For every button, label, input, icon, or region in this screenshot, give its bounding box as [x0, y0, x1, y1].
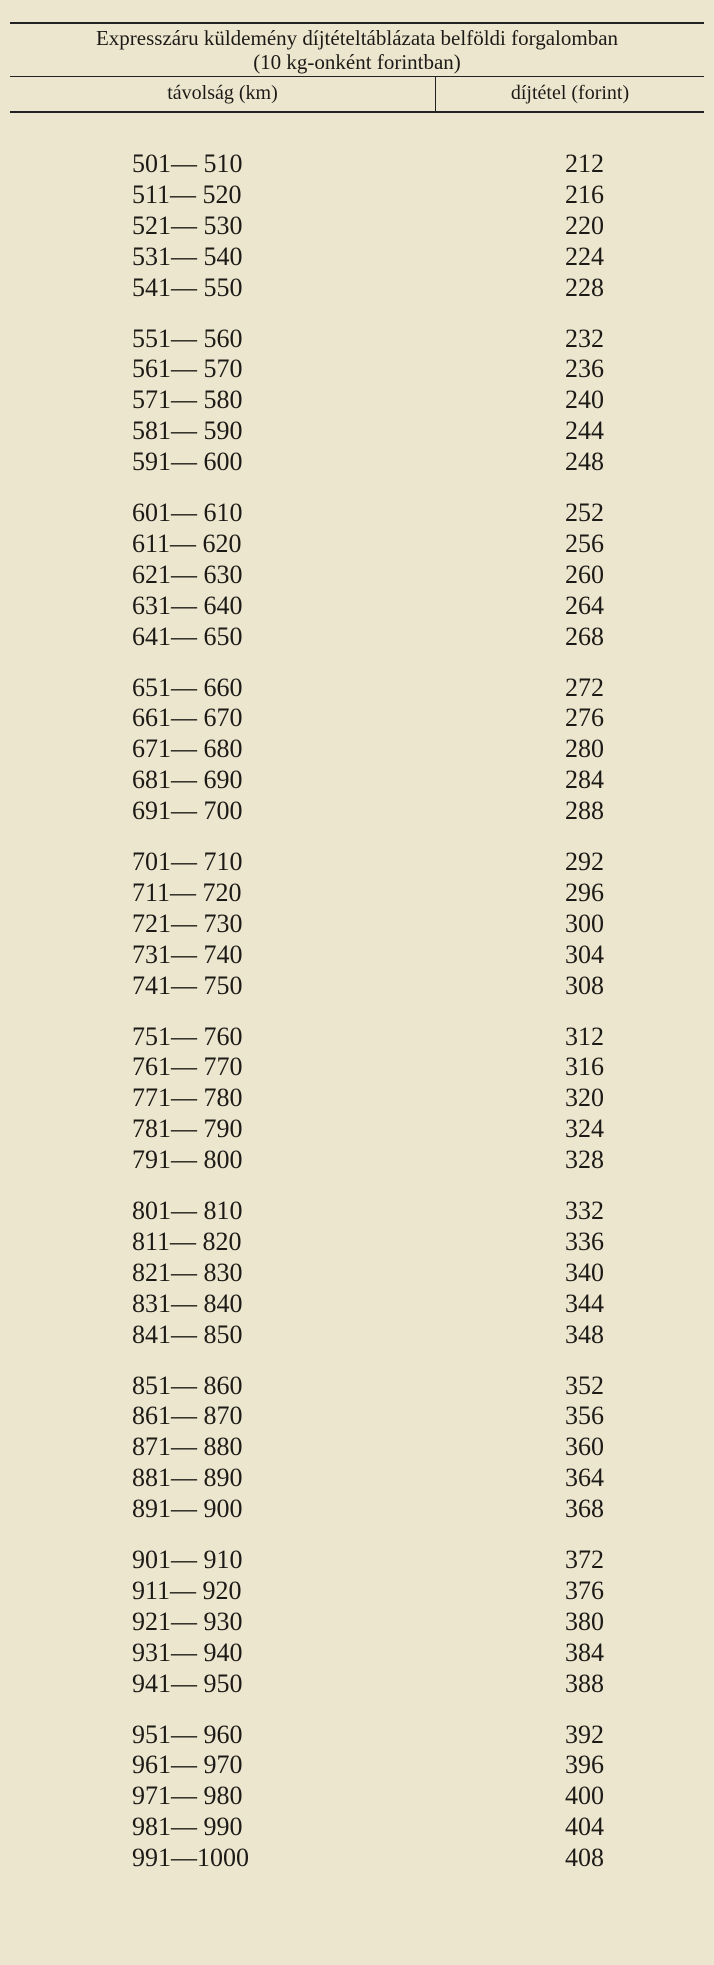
distance-range: 941— 950 [132, 1668, 243, 1698]
distance-range: 561— 570 [132, 354, 243, 384]
distance-range: 861— 870 [132, 1401, 243, 1431]
table-row [0, 1227, 714, 1257]
distance-range: 541— 550 [132, 272, 243, 302]
fee-value: 212 [565, 149, 604, 178]
fee-value: 288 [565, 796, 604, 826]
table-row [0, 1371, 714, 1401]
distance-range: 591— 600 [132, 447, 243, 477]
table-row [0, 1545, 714, 1575]
fee-value: 280 [565, 734, 604, 764]
distance-range: 781— 790 [132, 1114, 243, 1144]
fee-value: 284 [565, 765, 604, 795]
fee-value: 368 [565, 1494, 604, 1524]
fee-value: 312 [565, 1021, 604, 1051]
distance-range: 731— 740 [132, 939, 243, 969]
distance-range: 891— 900 [132, 1494, 243, 1524]
fee-value: 292 [565, 847, 604, 876]
fee-value: 260 [565, 559, 604, 589]
table-row [0, 673, 714, 703]
distance-range: 921— 930 [132, 1606, 243, 1636]
table-row [0, 1432, 714, 1462]
distance-range: 661— 670 [132, 703, 243, 733]
fee-value: 236 [565, 354, 604, 384]
distance-range: 641— 650 [132, 621, 243, 651]
distance-range: 631— 640 [132, 590, 243, 620]
fee-value: 340 [565, 1257, 604, 1287]
fee-value: 320 [565, 1083, 604, 1113]
table-row [0, 971, 714, 1001]
distance-range: 871— 880 [132, 1432, 243, 1462]
distance-range: 841— 850 [132, 1319, 243, 1349]
distance-range: 791— 800 [132, 1145, 243, 1175]
table-row [0, 1669, 714, 1699]
table-row [0, 324, 714, 354]
fee-value: 228 [565, 272, 604, 302]
distance-range: 881— 890 [132, 1463, 243, 1493]
fee-value: 272 [565, 672, 604, 702]
table-row [0, 242, 714, 272]
distance-range: 691— 700 [132, 796, 243, 826]
table-row [0, 940, 714, 970]
distance-range: 581— 590 [132, 416, 243, 446]
table-row [0, 1401, 714, 1431]
distance-range: 571— 580 [132, 385, 243, 415]
fee-value: 268 [565, 621, 604, 651]
distance-range: 771— 780 [132, 1083, 243, 1113]
table-row [0, 765, 714, 795]
fee-value: 360 [565, 1432, 604, 1462]
distance-range: 961— 970 [132, 1750, 243, 1780]
fee-value: 384 [565, 1637, 604, 1667]
fee-value: 276 [565, 703, 604, 733]
distance-range: 931— 940 [132, 1637, 243, 1667]
fee-value: 388 [565, 1668, 604, 1698]
table-row [0, 149, 714, 179]
distance-range: 801— 810 [132, 1196, 243, 1225]
table-row [0, 1812, 714, 1842]
distance-range: 741— 750 [132, 970, 243, 1000]
table-row [0, 1638, 714, 1668]
table-row [0, 1196, 714, 1226]
fee-value: 356 [565, 1401, 604, 1431]
table-row [0, 1320, 714, 1350]
distance-range: 981— 990 [132, 1812, 243, 1842]
table-row [0, 1083, 714, 1113]
distance-range: 521— 530 [132, 210, 243, 240]
fee-value: 304 [565, 939, 604, 969]
fee-value: 404 [565, 1812, 604, 1842]
distance-range: 551— 560 [132, 323, 243, 353]
table-row [0, 1463, 714, 1493]
fee-value: 248 [565, 447, 604, 477]
fee-value: 300 [565, 908, 604, 938]
distance-range: 761— 770 [132, 1052, 243, 1082]
table-row [0, 1114, 714, 1144]
fee-value: 352 [565, 1370, 604, 1400]
distance-range: 671— 680 [132, 734, 243, 764]
table-row [0, 1145, 714, 1175]
table-row [0, 622, 714, 652]
table-row [0, 1720, 714, 1750]
distance-range: 511— 520 [132, 179, 242, 209]
table-row [0, 1022, 714, 1052]
table-row [0, 703, 714, 733]
table-row [0, 180, 714, 210]
table-row [0, 1494, 714, 1524]
table-row [0, 878, 714, 908]
fee-value: 348 [565, 1319, 604, 1349]
table-row [0, 734, 714, 764]
table-row [0, 416, 714, 446]
table-row [0, 211, 714, 241]
distance-range: 831— 840 [132, 1288, 243, 1318]
column-header-fee: díjtétel (forint) [510, 82, 630, 104]
distance-range: 911— 920 [132, 1575, 242, 1605]
fee-value: 216 [565, 179, 604, 209]
fee-value: 396 [565, 1750, 604, 1780]
fee-value: 332 [565, 1196, 604, 1225]
fee-value: 308 [565, 970, 604, 1000]
distance-range: 701— 710 [132, 847, 243, 876]
distance-range: 621— 630 [132, 559, 243, 589]
fee-value: 376 [565, 1575, 604, 1605]
table-title-line1: Expresszáru küldemény díjtételtáblázata belföldi forgalomban [95, 26, 619, 50]
fee-value: 264 [565, 590, 604, 620]
table-row [0, 796, 714, 826]
table-row [0, 354, 714, 384]
table-row [0, 1843, 714, 1873]
fee-value: 380 [565, 1606, 604, 1636]
table-row [0, 498, 714, 528]
distance-range: 711— 720 [132, 877, 242, 907]
fee-value: 316 [565, 1052, 604, 1082]
distance-range: 811— 820 [132, 1226, 242, 1256]
fee-value: 220 [565, 210, 604, 240]
table-row [0, 447, 714, 477]
distance-range: 851— 860 [132, 1370, 243, 1400]
table-row [0, 385, 714, 415]
fee-value: 244 [565, 416, 604, 446]
distance-range: 991—1000 [132, 1843, 249, 1873]
table-row [0, 560, 714, 590]
fee-value: 336 [565, 1226, 604, 1256]
fee-value: 400 [565, 1781, 604, 1811]
table-row [0, 909, 714, 939]
fee-value: 364 [565, 1463, 604, 1493]
distance-range: 611— 620 [132, 528, 242, 558]
distance-range: 821— 830 [132, 1257, 243, 1287]
table-row [0, 1607, 714, 1637]
fee-value: 296 [565, 877, 604, 907]
fee-value: 328 [565, 1145, 604, 1175]
distance-range: 531— 540 [132, 241, 243, 271]
distance-range: 901— 910 [132, 1545, 243, 1574]
table-row [0, 273, 714, 303]
distance-range: 751— 760 [132, 1021, 243, 1051]
table-title-line2: (10 kg-onként forintban) [253, 50, 461, 74]
table-row [0, 1750, 714, 1780]
fee-value: 256 [565, 528, 604, 558]
table-row [0, 1781, 714, 1811]
distance-range: 601— 610 [132, 498, 243, 527]
distance-range: 951— 960 [132, 1719, 243, 1749]
fee-value: 224 [565, 241, 604, 271]
fee-value: 240 [565, 385, 604, 415]
table-row [0, 1289, 714, 1319]
distance-range: 651— 660 [132, 672, 243, 702]
table-row [0, 1576, 714, 1606]
distance-range: 971— 980 [132, 1781, 243, 1811]
table-row [0, 529, 714, 559]
fee-value: 408 [565, 1843, 604, 1873]
column-header-distance: távolság (km) [10, 77, 436, 111]
distance-range: 721— 730 [132, 908, 243, 938]
fee-value: 252 [565, 498, 604, 527]
fee-value: 392 [565, 1719, 604, 1749]
fee-value: 232 [565, 323, 604, 353]
distance-range: 501— 510 [132, 149, 243, 178]
distance-range: 681— 690 [132, 765, 243, 795]
fee-value: 372 [565, 1545, 604, 1574]
fee-value: 324 [565, 1114, 604, 1144]
table-row [0, 1258, 714, 1288]
fee-value: 344 [565, 1288, 604, 1318]
table-row [0, 1052, 714, 1082]
table-row [0, 591, 714, 621]
table-row [0, 847, 714, 877]
